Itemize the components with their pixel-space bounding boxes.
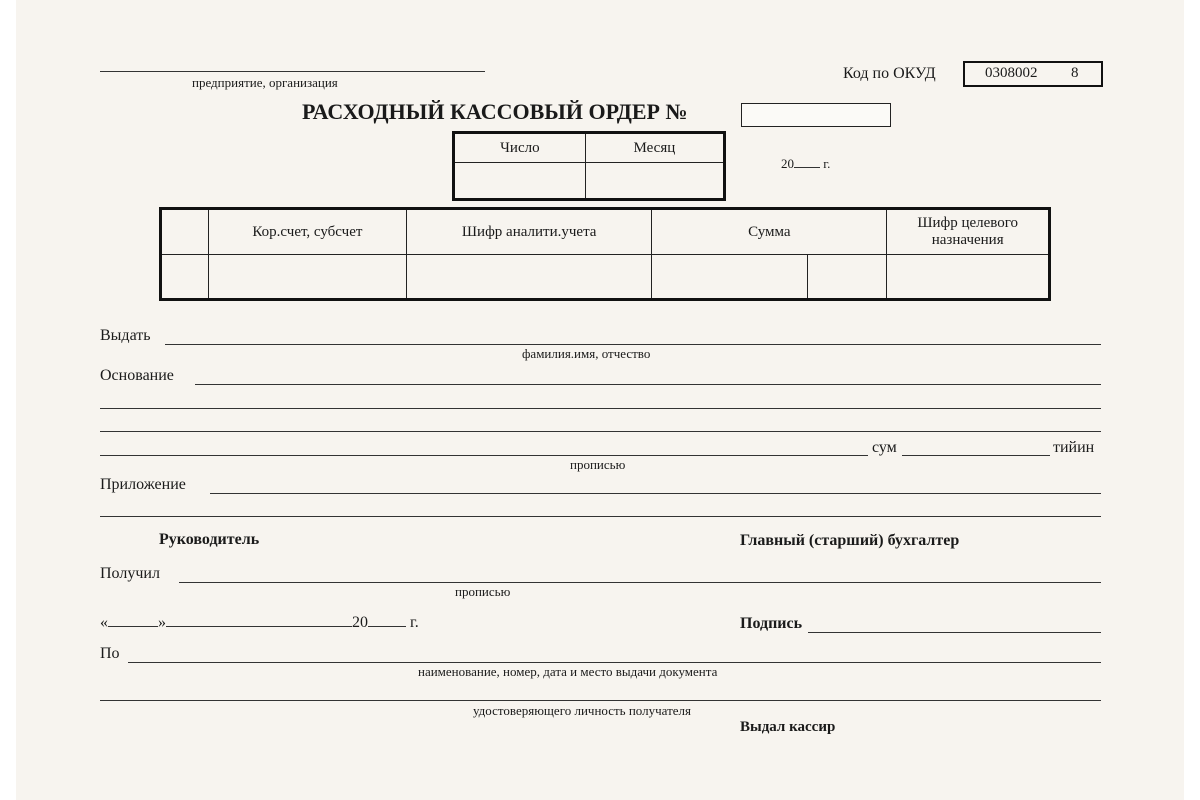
receipt-year-prefix: 20 <box>352 614 368 631</box>
quote-open: « <box>100 614 108 631</box>
by-document-label: По <box>100 645 120 662</box>
basis-line-1[interactable] <box>195 384 1101 385</box>
sum-main-cell[interactable] <box>652 255 807 300</box>
chief-accountant-label: Главный (старший) бухгалтер <box>740 532 960 549</box>
organization-line <box>100 71 485 72</box>
sum-header: Сумма <box>652 209 887 255</box>
attachment-label: Приложение <box>100 476 186 493</box>
day-header: Число <box>454 133 586 163</box>
analytic-header: Шифр аналити.учета <box>407 209 652 255</box>
analytic-cell[interactable] <box>407 255 652 300</box>
okud-digit: 8 <box>1071 65 1079 81</box>
sum-line[interactable] <box>902 455 1050 456</box>
issue-line[interactable] <box>165 344 1101 345</box>
received-line[interactable] <box>179 582 1101 583</box>
basis-line-2[interactable] <box>100 408 1101 409</box>
blank-cell[interactable] <box>161 255 209 300</box>
year-prefix: 20 <box>781 156 794 171</box>
quote-close: » <box>158 614 166 631</box>
head-label: Руководитель <box>159 531 260 548</box>
organization-caption: предприятие, организация <box>192 75 338 90</box>
basis-line-3[interactable] <box>100 431 1101 432</box>
blank-header <box>161 209 209 255</box>
attachment-line-1[interactable] <box>210 493 1101 494</box>
day-cell[interactable] <box>454 163 586 200</box>
signature-label: Подпись <box>740 615 803 632</box>
order-number-field[interactable] <box>741 103 891 127</box>
basis-label: Основание <box>100 367 174 384</box>
account-header: Кор.счет, субсчет <box>208 209 406 255</box>
amount-words-line[interactable] <box>100 455 868 456</box>
received-caption: прописью <box>455 584 511 599</box>
accounting-table <box>159 207 1051 301</box>
receipt-year-suffix: г. <box>410 614 419 631</box>
amount-in-words-caption: прописью <box>570 457 626 472</box>
month-header: Месяц <box>585 133 724 163</box>
document-caption: наименование, номер, дата и место выдачи документа <box>418 664 718 679</box>
sum-label: сум <box>872 439 897 456</box>
year-suffix: г. <box>823 156 831 171</box>
okud-code: 0308002 <box>985 65 1038 81</box>
document-line[interactable] <box>128 662 1101 663</box>
issue-label: Выдать <box>100 327 151 344</box>
month-cell[interactable] <box>585 163 724 200</box>
okud-code-box <box>963 61 1103 87</box>
okud-label: Код по ОКУД <box>843 65 936 82</box>
tiyin-label: тийин <box>1053 439 1095 456</box>
purpose-cell[interactable] <box>887 255 1050 300</box>
received-label: Получил <box>100 565 160 582</box>
cashier-label: Выдал кассир <box>740 719 836 735</box>
sum-fraction-cell[interactable] <box>807 255 887 300</box>
year-field[interactable] <box>781 156 830 172</box>
account-cell[interactable] <box>208 255 406 300</box>
date-table <box>452 131 726 201</box>
receipt-date[interactable] <box>100 614 419 632</box>
signature-line[interactable] <box>808 632 1101 633</box>
issue-caption: фамилия.имя, отчество <box>522 346 651 361</box>
form-title: РАСХОДНЫЙ КАССОВЫЙ ОРДЕР № <box>302 99 688 124</box>
attachment-line-2[interactable] <box>100 516 1101 517</box>
purpose-header: Шифр целевого назначения <box>887 209 1050 255</box>
document-line-2[interactable] <box>100 700 1101 701</box>
id-document-caption: удостоверяющего личность получателя <box>473 703 692 718</box>
